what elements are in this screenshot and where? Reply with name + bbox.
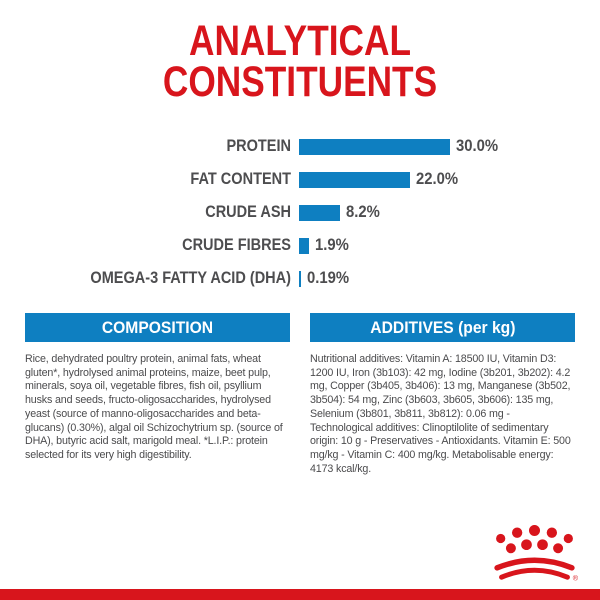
- page-title: [0, 17, 600, 106]
- chart-bar-area: [299, 236, 352, 255]
- bottom-red-bar: [0, 589, 600, 600]
- chart-category-label: CRUDE ASH: [205, 203, 291, 221]
- page-title-line-2: CONSTITUENTS: [162, 58, 438, 106]
- composition-text: Rice, dehydrated poultry protein, animal fats, wheat gluten*, hydrolysed animal proteins, maize, beet pulp, minerals, soya oil, vegetable fibres, fish oil, psyllium husks and seeds, fructo-oligosaccharides, hydrolysed yeast (source of manno-oligosaccharides and beta-glucans) (0.30%), algal oil Schizochytrium sp. (source of DHA), butyric acid salt, marigold meal. *L.I.P.: protein selected for its very high digestibility.: [25, 353, 283, 461]
- composition-header: [25, 313, 290, 342]
- analytical-chart: [0, 130, 600, 295]
- royal-canin-crown-logo-icon: [490, 525, 579, 584]
- additives-header: [310, 313, 575, 342]
- chart-value-label: 30.0%: [456, 137, 499, 155]
- chart-bar: [299, 238, 309, 254]
- additives-header-label: ADDITIVES (per kg): [369, 318, 516, 337]
- registered-trademark-symbol: ®: [572, 574, 579, 583]
- chart-value-label: 8.2%: [346, 203, 381, 221]
- chart-category-label: FAT CONTENT: [190, 170, 291, 188]
- chart-row: [0, 262, 600, 295]
- chart-bar: [299, 271, 301, 287]
- chart-row: [0, 196, 600, 229]
- chart-category-label: CRUDE FIBRES: [182, 236, 291, 254]
- chart-value-label: 1.9%: [314, 236, 349, 254]
- chart-bar-area: [299, 203, 384, 222]
- composition-section: [25, 313, 290, 463]
- chart-category-label: PROTEIN: [226, 137, 291, 155]
- chart-bar-area: [299, 170, 462, 189]
- chart-bar-area: [299, 269, 354, 288]
- chart-bar-area: [299, 137, 503, 156]
- composition-header-label: COMPOSITION: [101, 318, 214, 337]
- additives-text: Nutritional additives: Vitamin A: 18500 IU, Vitamin D3: 1200 IU, Iron (3b103): 42 mg, Iodine (3b201, 3b202): 4.2 mg, Copper (3b405, 3b406): 13 mg, Manganese (3b502, 3b504): 54 mg, Zinc (3b603, 3b605, 3b606): 135 mg, Selenium (3b801, 3b811, 3b812): 0.06 mg - Technological additives: Clinoptilolite of sedimentary origin: 10 g - Preservatives - Antioxidants. Vitamin E: 500 mg/kg - Vitamin C: 400 mg/kg. Metabolisable energy: 4173 kcal/kg.: [310, 353, 571, 475]
- chart-row: [0, 163, 600, 196]
- chart-row: [0, 229, 600, 262]
- additives-section: [310, 313, 575, 476]
- chart-bar: [299, 139, 450, 155]
- chart-bar: [299, 172, 410, 188]
- chart-category-label: OMEGA-3 FATTY ACID (DHA): [90, 269, 291, 287]
- chart-bar: [299, 205, 340, 221]
- chart-value-label: 22.0%: [415, 170, 458, 188]
- page-title-line-1: ANALYTICAL: [188, 17, 412, 65]
- chart-row: [0, 130, 600, 163]
- chart-value-label: 0.19%: [307, 269, 350, 287]
